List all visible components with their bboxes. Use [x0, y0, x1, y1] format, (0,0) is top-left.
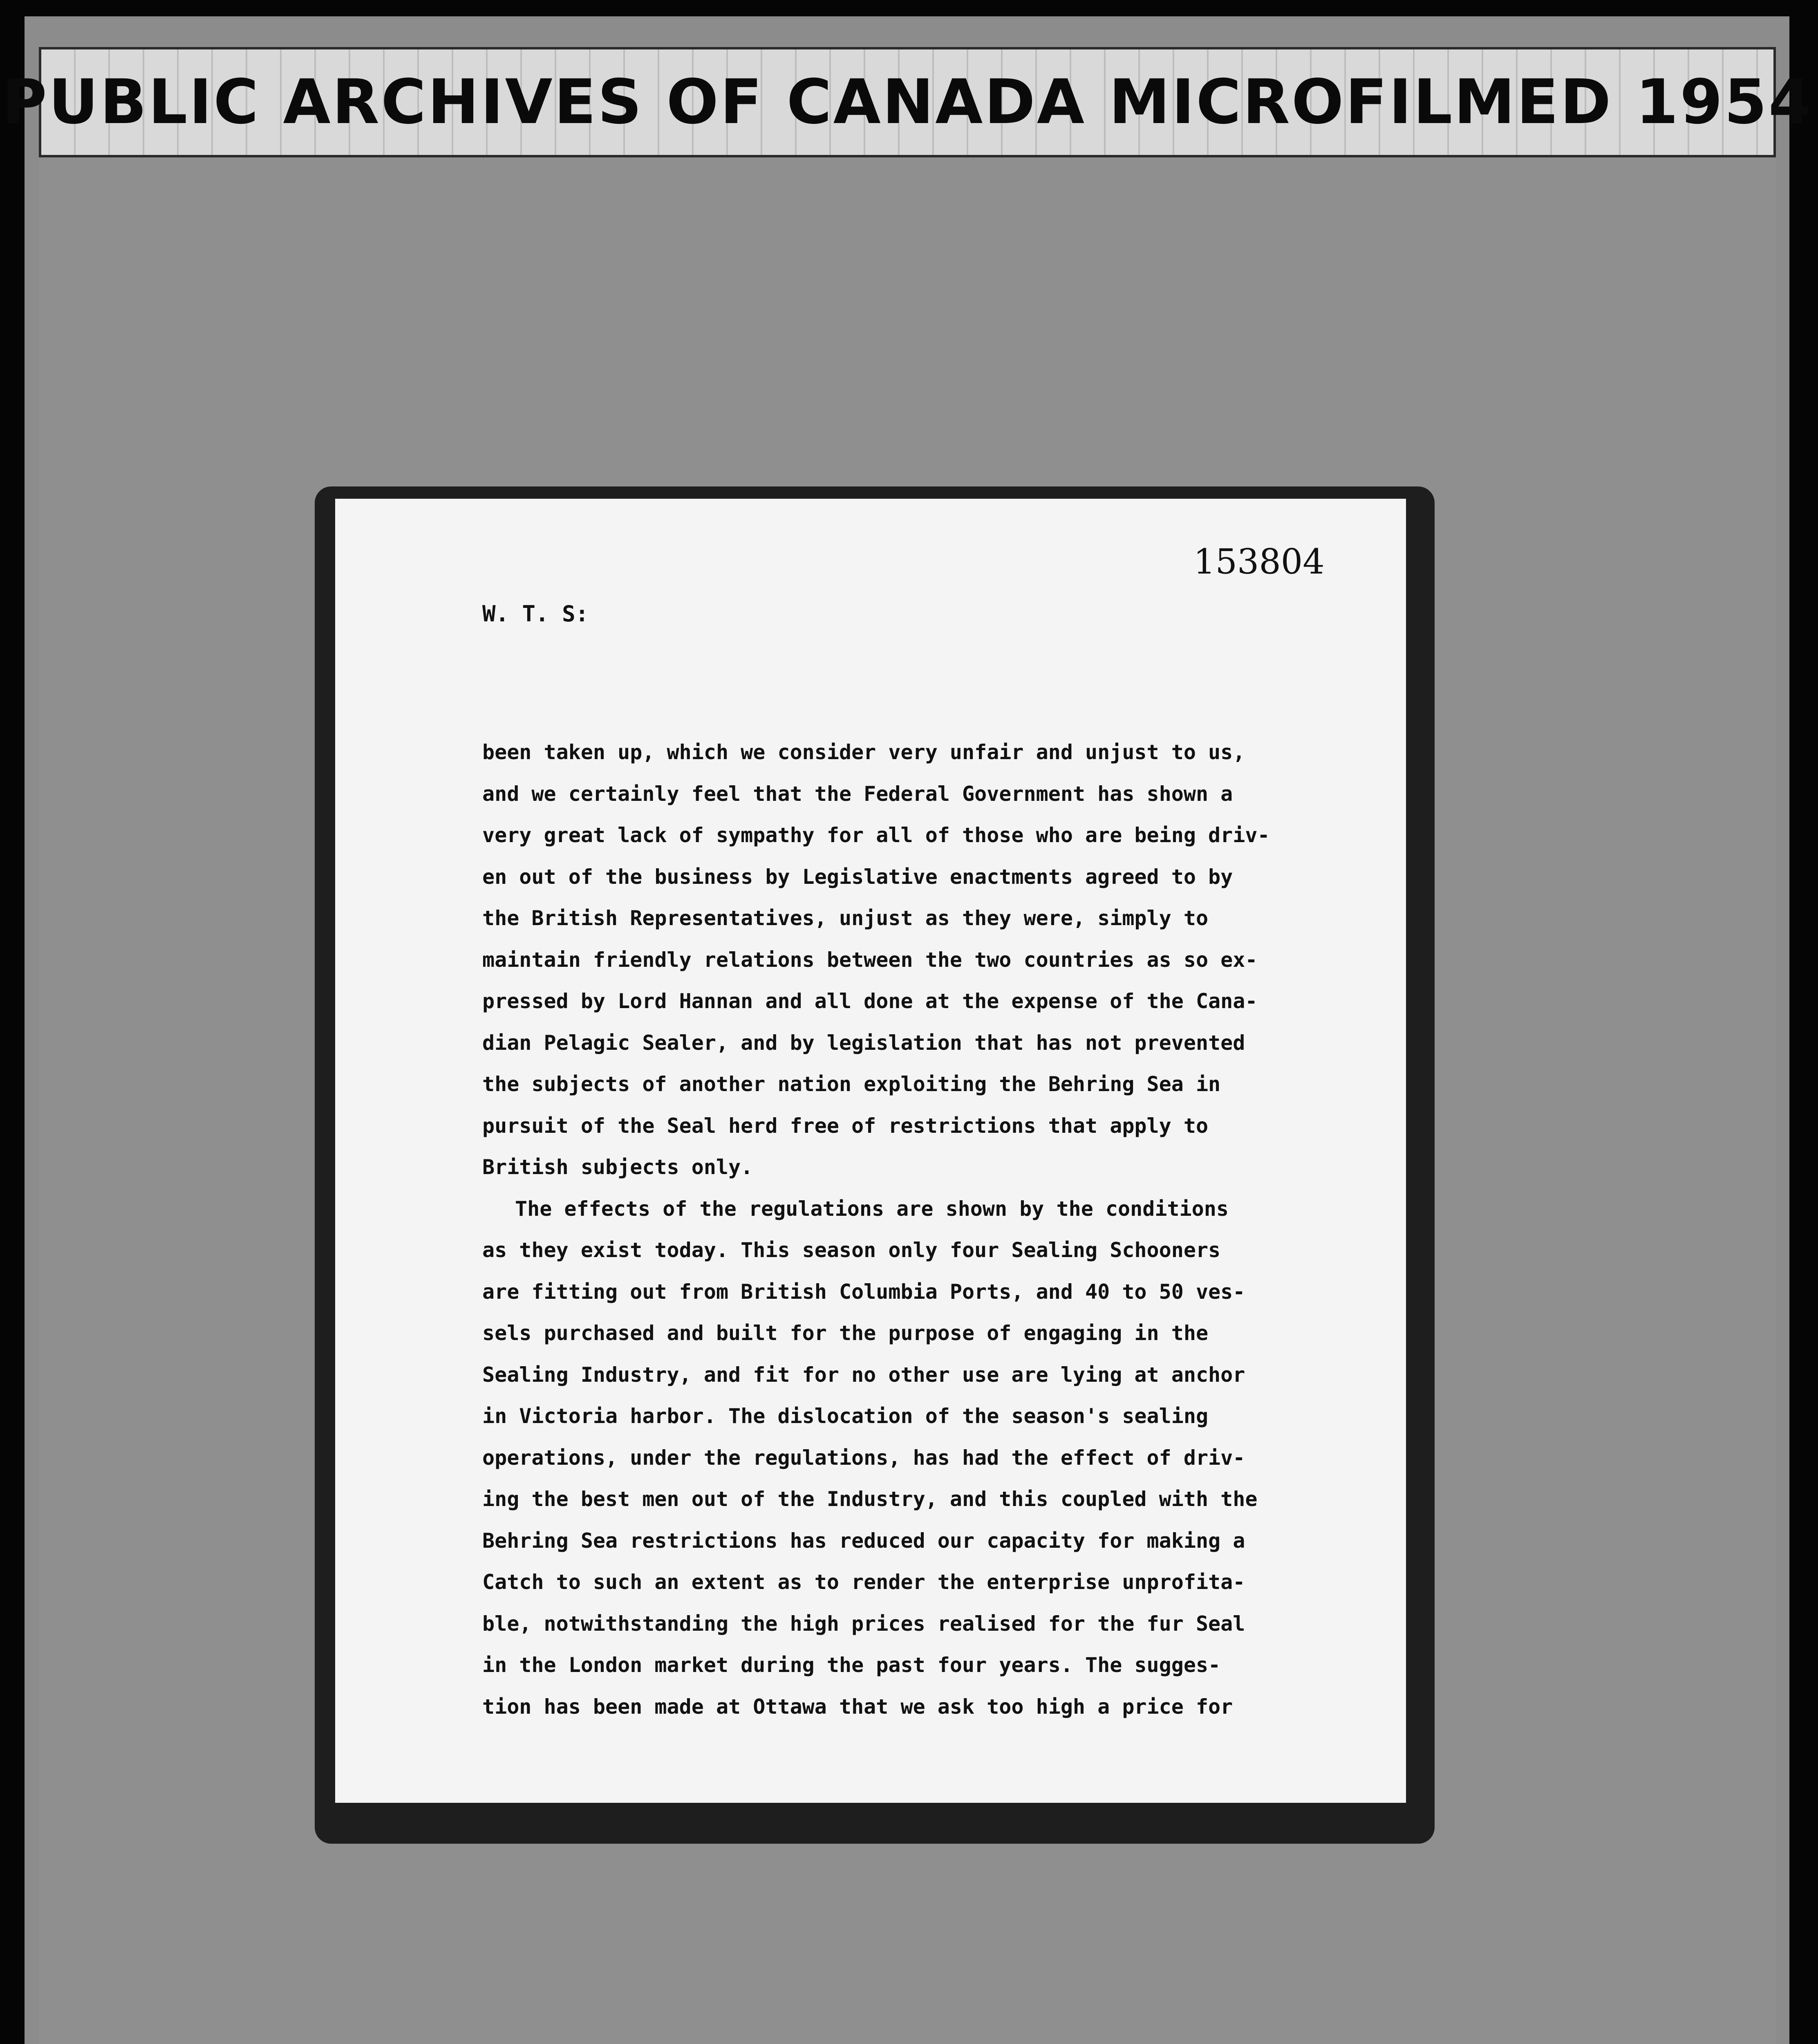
text-line: pursuit of the Seal herd free of restrictions that apply to	[482, 1114, 1209, 1138]
film-frame-right	[1789, 0, 1818, 2044]
film-frame-left	[0, 0, 25, 2044]
text-line: maintain friendly relations between the two countries as so ex-	[482, 948, 1258, 972]
text-line: dian Pelagic Sealer, and by legislation that has not prevented	[482, 1031, 1245, 1055]
text-line: as they exist today. This season only four Sealing Schooners	[482, 1238, 1221, 1262]
text-line: ble, notwithstanding the high prices realised for the fur Seal	[482, 1611, 1245, 1636]
text-line: sels purchased and built for the purpose of engaging in the	[482, 1321, 1209, 1345]
text-line: pressed by Lord Hannan and all done at the expense of the Cana-	[482, 989, 1258, 1013]
text-line: been taken up, which we consider very unfair and unjust to us,	[482, 740, 1245, 764]
text-line: British subjects only.	[482, 1155, 753, 1179]
document-body	[482, 732, 1300, 1728]
text-line: ing the best men out of the Industry, and this coupled with the	[482, 1487, 1258, 1511]
text-line: are fitting out from British Columbia Ports, and 40 to 50 ves-	[482, 1280, 1245, 1304]
archive-header-title: PUBLIC ARCHIVES OF CANADA MICROFILMED 1954	[2, 67, 1813, 138]
text-line: the British Representatives, unjust as they were, simply to	[482, 906, 1209, 930]
text-line: and we certainly feel that the Federal Government has shown a	[482, 782, 1233, 806]
text-line: the subjects of another nation exploiting the Behring Sea in	[482, 1072, 1221, 1096]
text-line: operations, under the regulations, has had the effect of driv-	[482, 1446, 1245, 1470]
film-frame-top	[0, 0, 1818, 16]
page-reference: W. T. S:	[482, 601, 589, 627]
text-line: very great lack of sympathy for all of those who are being driv-	[482, 823, 1270, 847]
archive-header-banner	[2, 47, 1813, 157]
text-line: Behring Sea restrictions has reduced our capacity for making a	[482, 1529, 1245, 1553]
text-line: tion has been made at Ottawa that we ask too high a price for	[482, 1694, 1233, 1719]
text-line: in the London market during the past four years. The sugges-	[482, 1653, 1221, 1677]
text-line: en out of the business by Legislative enactments agreed to by	[482, 865, 1233, 889]
page-number: 153804	[1193, 542, 1325, 582]
text-line: Sealing Industry, and fit for no other use are lying at anchor	[482, 1363, 1245, 1387]
text-line: Catch to such an extent as to render the enterprise unprofita-	[482, 1570, 1245, 1594]
text-line: The effects of the regulations are shown by the conditions	[515, 1197, 1229, 1221]
text-line: in Victoria harbor. The dislocation of the season's sealing	[482, 1404, 1209, 1428]
